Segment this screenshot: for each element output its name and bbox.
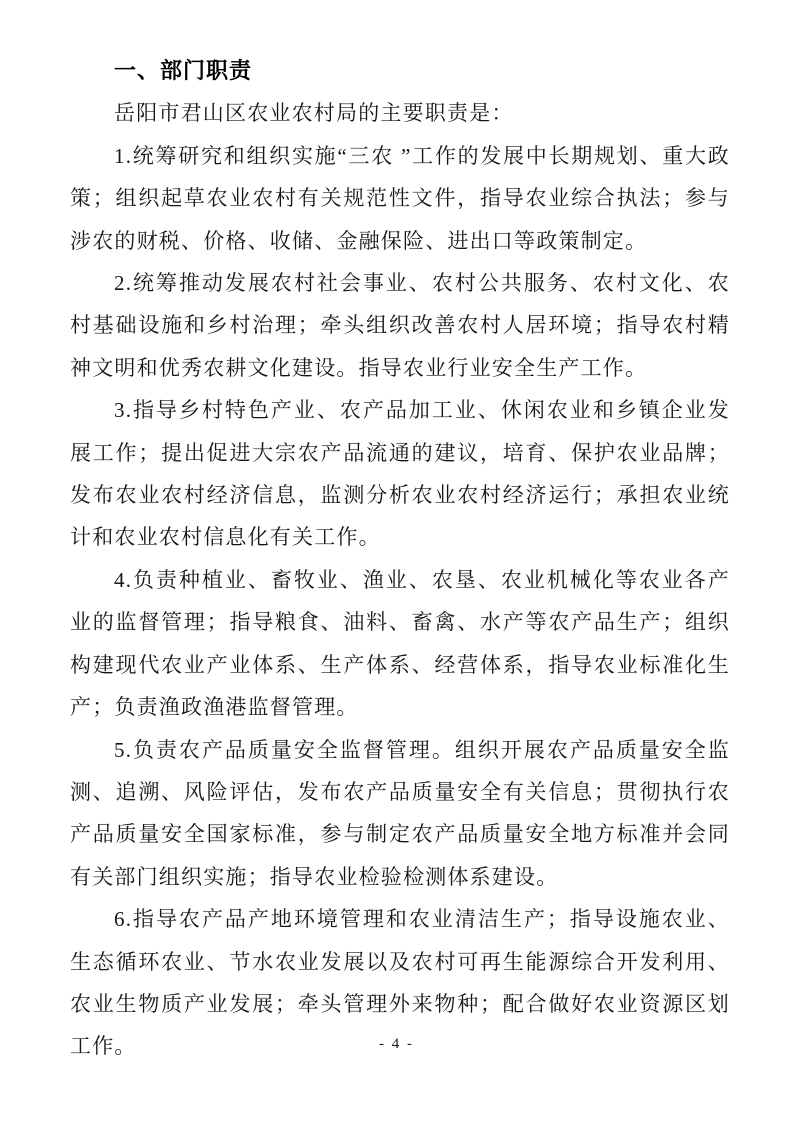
document-body [70,50,730,1068]
duty-paragraph-1: 1.统筹研究和组织实施“三农 ”工作的发展中长期规划、重大政策；组织起草农业农村有关规范性文件，指导农业综合执法；参与涉农的财税、价格、收储、金融保险、进出口等政策制定。 [70,143,730,253]
intro-paragraph: 岳阳市君山区农业农村局的主要职责是： [114,101,514,126]
duty-paragraph-2: 2.统筹推动发展农村社会事业、农村公共服务、农村文化、农村基础设施和乡村治理；牵头组织改善农村人居环境；指导农村精神文明和优秀农耕文化建设。指导农业行业安全生产工作。 [70,271,730,380]
page-number: - 4 - [379,1036,414,1052]
duty-paragraph-4: 4.负责种植业、畜牧业、渔业、农垦、农业机械化等农业各产业的监督管理；指导粮食、油料、畜禽、水产等农产品生产；组织构建现代农业产业体系、生产体系、经营体系，指导农业标准化生产；负责渔政渔港监督管理。 [70,567,730,720]
section-heading: 一、部门职责 [114,58,253,83]
duty-paragraph-5: 5.负责农产品质量安全监督管理。组织开展农产品质量安全监测、追溯、风险评估，发布农产品质量安全有关信息；贯彻执行农产品质量安全国家标准，参与制定农产品质量安全地方标准并会同有关部门组织实施；指导农业检验检测体系建设。 [70,737,730,889]
duty-paragraph-6: 6.指导农产品产地环境管理和农业清洁生产；指导设施农业、生态循环农业、节水农业发展以及农村可再生能源综合开发利用、农业生物质产业发展；牵头管理外来物种；配合做好农业资源区划工作。 [70,907,730,1059]
duty-paragraph-3: 3.指导乡村特色产业、农产品加工业、休闲农业和乡镇企业发展工作；提出促进大宗农产品流通的建议，培育、保护农业品牌；发布农业农村经济信息，监测分析农业农村经济运行；承担农业统计和农业农村信息化有关工作。 [70,398,730,550]
